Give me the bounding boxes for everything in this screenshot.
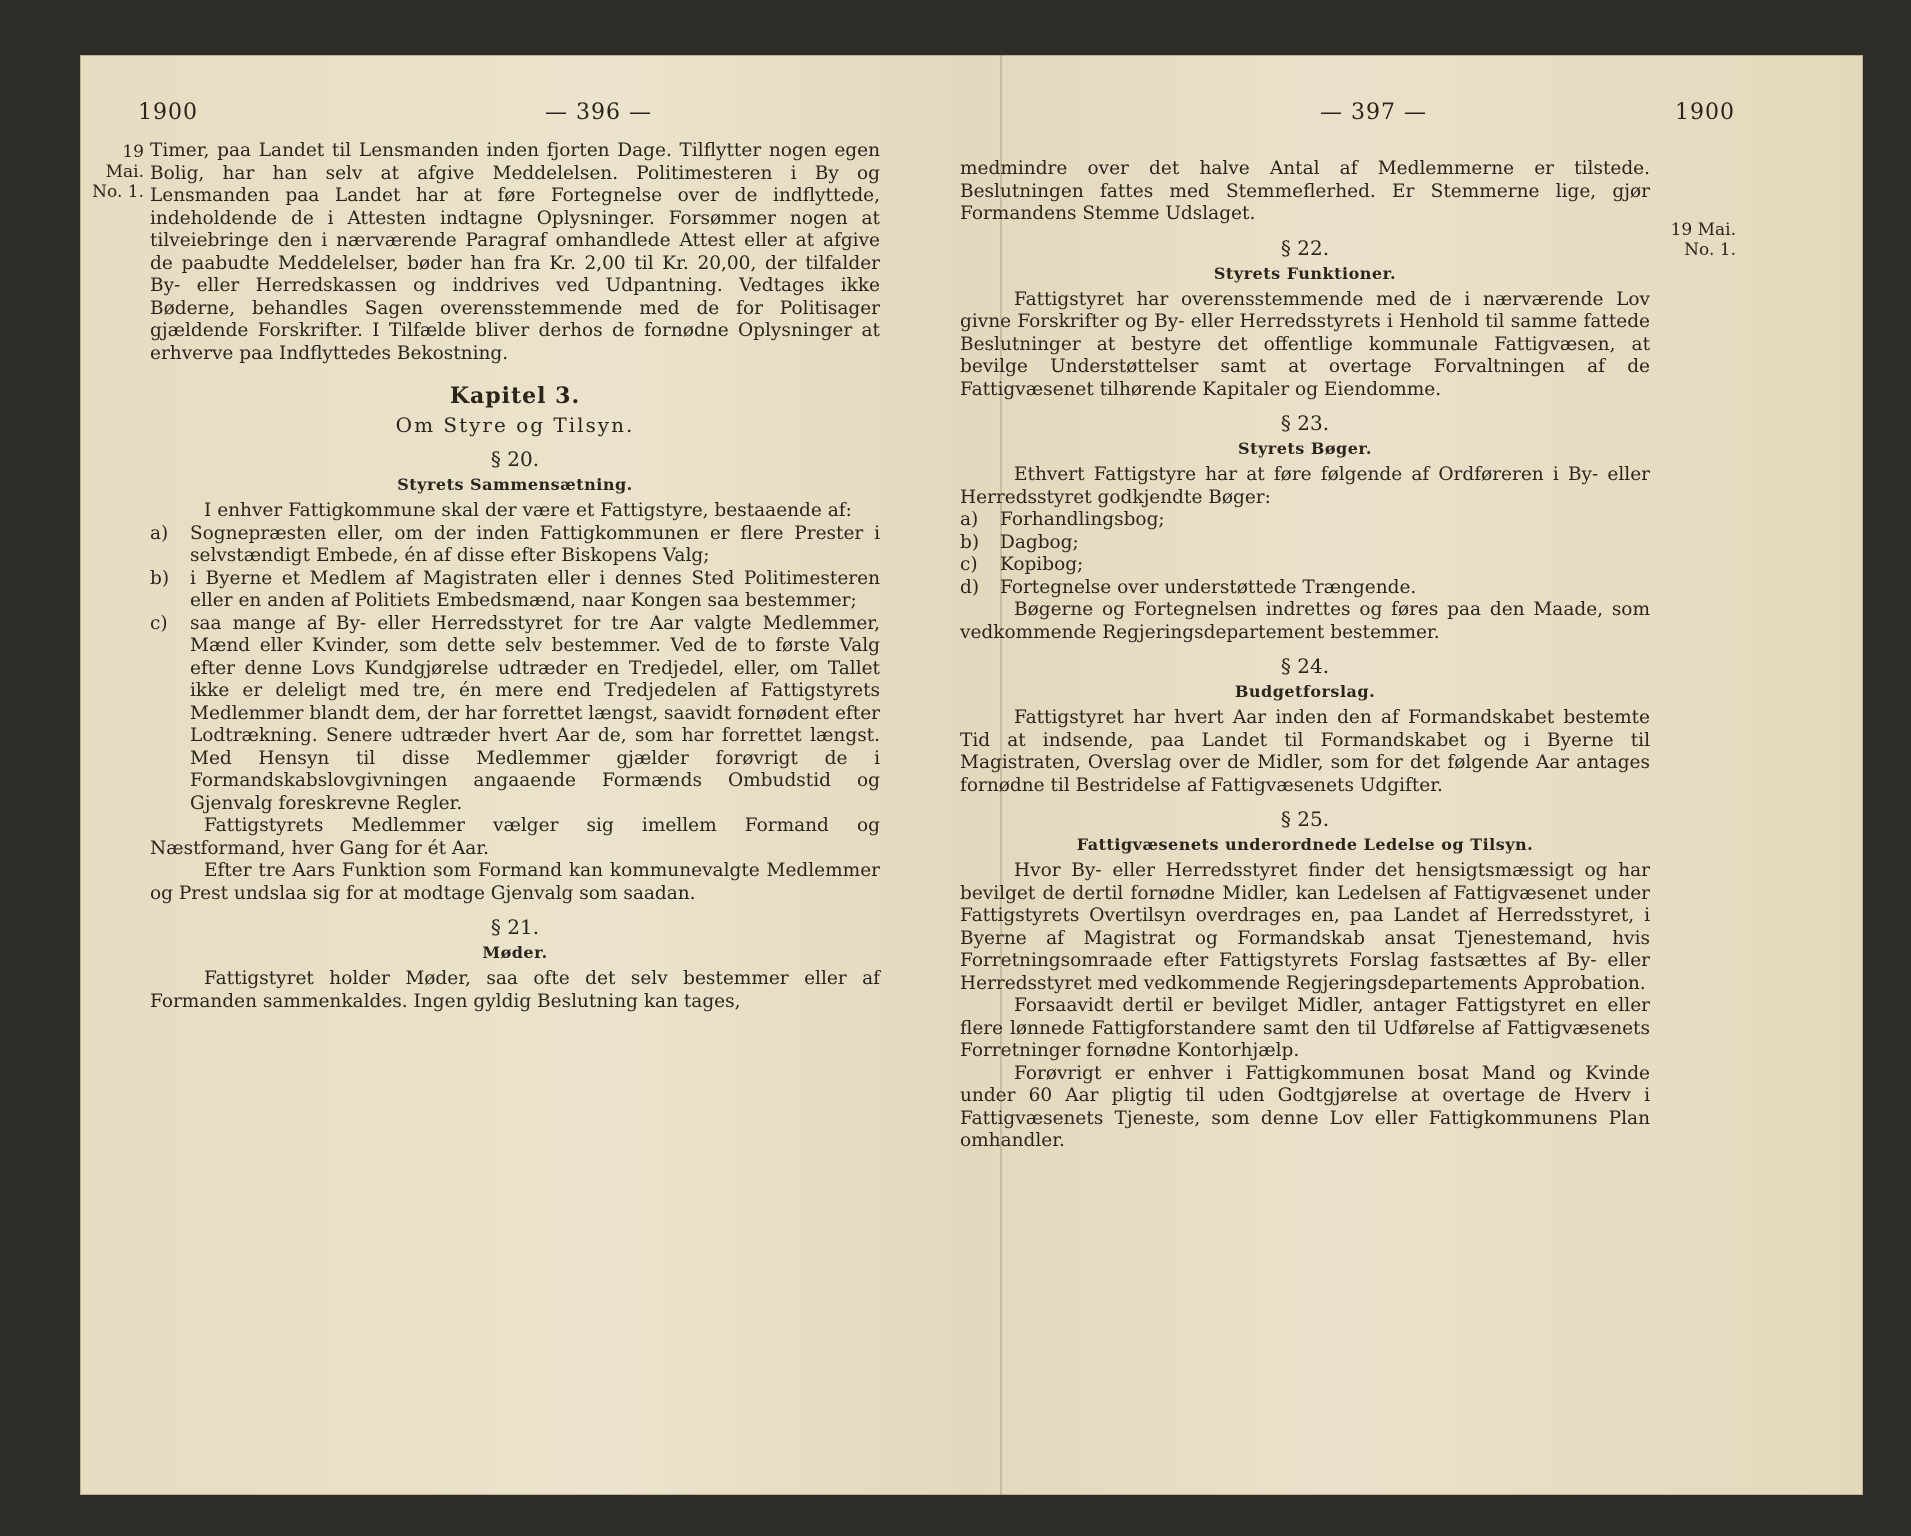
section-25-heading: § 25. xyxy=(1280,807,1330,831)
right-margin-note xyxy=(1666,220,1736,260)
list-item-text: Dagbog; xyxy=(1000,531,1079,553)
section-20-intro: I enhver Fattigkommune skal der være et Fattigstyre, bestaaende af: xyxy=(204,500,852,521)
list-item-text: Sognepræsten eller, om der inden Fattigkommunen er flere Prester i selvstændigt Embede, én af disse efter Biskopens Valg; xyxy=(190,522,880,566)
section-24-heading: § 24. xyxy=(1280,654,1330,678)
section-22-heading: § 22. xyxy=(1280,235,1330,260)
left-margin-note xyxy=(84,142,144,202)
section-24-title: Budgetforslag. xyxy=(1234,682,1376,701)
right-margin-no: No. 1. xyxy=(1684,240,1736,260)
left-page-number: — 396 — xyxy=(545,100,652,125)
section-21-heading: § 21. xyxy=(490,915,540,939)
list-item xyxy=(960,577,1650,600)
right-header xyxy=(960,100,1750,140)
list-item-text: saa mange af By- eller Herredsstyret for tre Aar valgte Medlemmer, Mænd eller Kvinder, som dette selv bestemmer. Ved de to første Valg efter denne Lovs Kundgjørelse udtræder en Tredjedel, eller, om Tallet ikke er deleligt med tre, én mere end Tredjedelen af Fattigstyrets Medlemmer blandt dem, der har forrettet længst, saavidt fornødent efter Lodtrækning. Senere udtræder hvert Aar de, som har forrettet længst. Med Hensyn til disse Medlemmer gjælder forøvrigt de i Formandskabslovgivningen angaaende Formænds Ombudstid og Gjenvalg foreskrevne Regler. xyxy=(190,612,881,814)
list-item-label: b) xyxy=(150,567,170,589)
list-item xyxy=(960,509,1650,532)
list-item xyxy=(960,532,1650,555)
right-margin-date: 19 Mai. xyxy=(1670,220,1736,240)
left-intro: Timer, paa Landet til Lensmanden inden fjorten Dage. Tilflytter nogen egen Bolig, har han selv at afgive Meddelelsen. Politimesteren i By og Lensmanden paa Landet har at føre Fortegnelse over de indflyttede, indeholdende de i Attesten indtagne Oplysninger. Forsømmer nogen at tilveiebringe den i nærværende Paragraf omhandlede Attest eller at afgive de paabudte Meddelelser, bøder han fra Kr. 2,00 til Kr. 20,00, der tilfalder By- eller Herredskassen og inddrives ved Udpantning. Vedtages ikke Bøderne, behandles Sagen overensstemmende med de for Politisager gjældende Forskrifter. I Tilfælde bliver derhos de fornødne Oplysninger at erhverve paa Indflyttedes Bekostning. xyxy=(150,140,880,364)
section-23-paragraph-1: Ethvert Fattigstyre har at føre følgende af Ordføreren i By- eller Herredsstyret godkjendte Bøger: xyxy=(960,464,1650,508)
left-margin-date: 19 Mai. xyxy=(105,142,144,182)
left-body xyxy=(150,140,880,1013)
chapter-title: Kapitel 3. xyxy=(449,383,581,409)
section-25-title: Fattigvæsenets underordnede Ledelse og Tilsyn. xyxy=(1076,835,1534,854)
list-item-label: b) xyxy=(960,531,980,553)
list-item-text: i Byerne et Medlem af Magistraten eller i dennes Sted Politimesteren eller en anden af Politiets Embedsmænd, naar Kongen saa bestemmer; xyxy=(190,567,880,611)
list-item-text: Kopibog; xyxy=(1000,554,1084,575)
section-22-title: Styrets Funktioner. xyxy=(1213,263,1397,283)
section-20-paragraph-3: Efter tre Aars Funktion som Formand kan kommunevalgte Medlemmer og Prest undslaa sig for at modtage Gjenvalg som saadan. xyxy=(150,860,880,904)
list-item xyxy=(960,554,1650,577)
list-item-label: d) xyxy=(960,576,980,598)
section-23-paragraph-2: Bøgerne og Fortegnelsen indrettes og føres paa den Maade, som vedkommende Regjeringsdepartement bestemmer. xyxy=(960,599,1650,643)
section-25-paragraph-2: Forsaavidt dertil er bevilget Midler, antager Fattigstyret en eller flere lønnede Fattigforstandere samt den til Udførelse af Fattigvæsenets Forretninger fornødne Kontorhjælp. xyxy=(960,995,1650,1061)
left-page xyxy=(92,100,881,1013)
right-intro: medmindre over det halve Antal af Medlemmerne er tilstede. Beslutningen fattes med Stemmeflerhed. Er Stemmerne lige, gjør Formandens Stemme Udslaget. xyxy=(960,158,1650,224)
section-21-title: Møder. xyxy=(482,943,548,962)
section-21-paragraph-1: Fattigstyret holder Møder, saa ofte det selv bestemmer eller af Formanden sammenkaldes. Ingen gyldig Beslutning kan tages, xyxy=(150,968,880,1012)
left-margin-no: No. 1. xyxy=(92,182,144,202)
list-item-label: a) xyxy=(150,522,169,544)
list-item xyxy=(150,523,880,568)
list-item-label: c) xyxy=(960,554,978,575)
section-24-paragraph-1: Fattigstyret har hvert Aar inden den af Formandskabet bestemte Tid at indsende, paa Landet til Formandskabet og i Byerne til Magistraten, Overslag over de Midler, som for det følgende Aar antages fornødne til Bestridelse af Fattigvæsenets Udgifter. xyxy=(960,707,1650,796)
list-item xyxy=(150,568,880,613)
section-20-title: Styrets Sammensætning. xyxy=(397,475,633,494)
list-item-text: Forhandlingsbog; xyxy=(1000,509,1165,530)
section-20-paragraph-2: Fattigstyrets Medlemmer vælger sig imellem Formand og Næstformand, hver Gang for ét Aar. xyxy=(150,815,880,859)
section-20-heading: § 20. xyxy=(490,447,540,471)
left-year: 1900 xyxy=(138,100,198,125)
section-25-paragraph-1: Hvor By- eller Herredsstyret finder det hensigtsmæssigt og har bevilget de dertil fornødne Midler, kan Ledelsen af Fattigvæsenet under Fattigstyrets Overtilsyn overdrages en, paa Landet af Herredsstyret, i Byerne af Magistrat og Formandskab ansat Tjenestemand, hvis Forretningsomraade efter Fattigstyrets Forslag fastsættes af By- eller Herredsstyret med vedkommende Regjeringsdepartements Approbation. xyxy=(960,860,1650,994)
list-item xyxy=(150,613,880,816)
list-item-text: Fortegnelse over understøttede Trængende. xyxy=(1000,576,1417,598)
section-22-paragraph-1: Fattigstyret har overensstemmende med de i nærværende Lov givne Forskrifter og By- eller Herredsstyrets i Henhold til samme fattede Beslutninger at bestyre det offentlige kommunale Fattigvæsen, at bevilge Understøttelser samt at overtage Forvaltningen af de Fattigvæsenet tilhørende Kapitaler og Eiendomme. xyxy=(960,288,1650,400)
section-25-paragraph-3: Forøvrigt er enhver i Fattigkommunen bosat Mand og Kvinde under 60 Aar pligtig til uden Godtgjørelse at overtage de Hverv i Fattigvæsenets Tjeneste, som denne Lov eller Fattigkommunens Plan omhandler. xyxy=(960,1062,1650,1151)
right-body xyxy=(960,158,1650,1153)
right-year: 1900 xyxy=(1675,100,1735,125)
right-page-number: — 397 — xyxy=(1320,100,1427,125)
section-23-title: Styrets Bøger. xyxy=(1238,439,1372,458)
list-item-label: a) xyxy=(960,509,979,530)
right-page xyxy=(960,100,1750,1153)
list-item-label: c) xyxy=(150,612,168,634)
chapter-subtitle: Om Styre og Tilsyn. xyxy=(395,413,635,437)
section-23-heading: § 23. xyxy=(1280,411,1330,435)
left-header xyxy=(138,100,880,140)
